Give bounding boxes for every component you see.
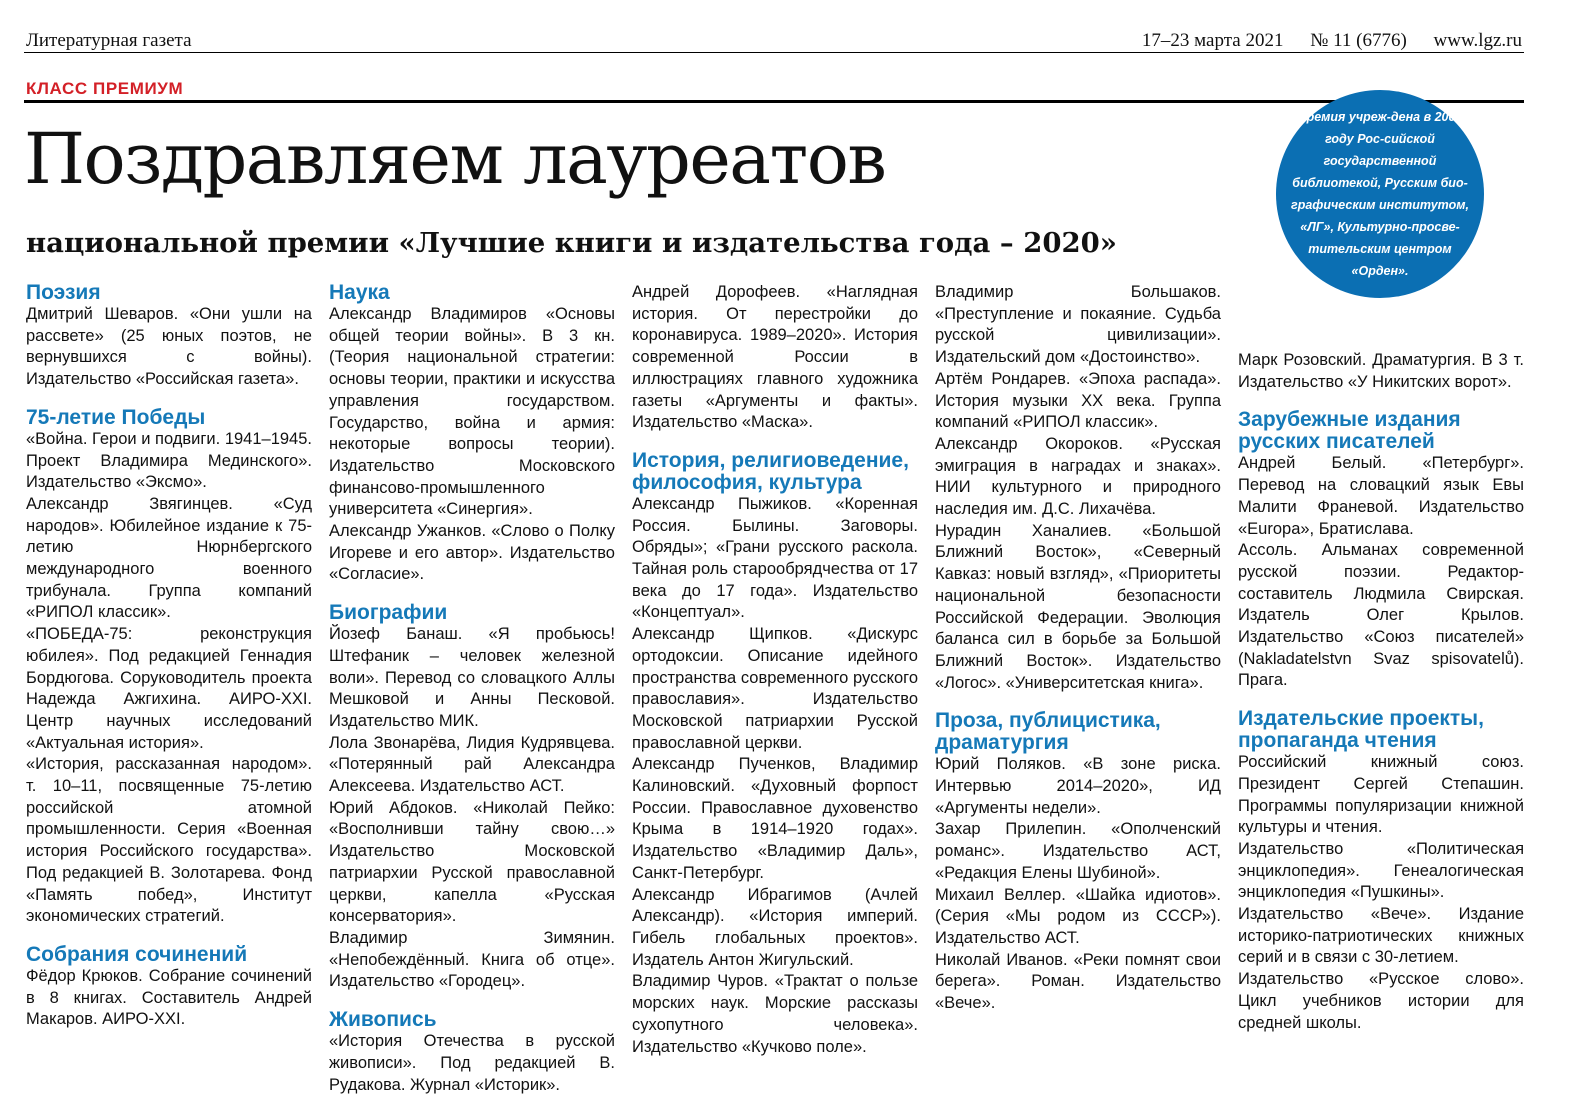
section-heading: История, религиоведение, философия, культура	[632, 448, 909, 494]
laureate-entry: Владимир Чуров. «Трактат о пользе морских наук. Морские рассказы сухопутного человека». Издательство «Кучково поле».	[632, 972, 918, 1056]
column-5	[1238, 350, 1524, 1034]
laureate-entry: Александр Владимиров «Основы общей теории войны». В 3 кн. (Теория национальной стратегии: основы теории, практики и искусства управления государством. Государство, война и армия: некоторые вопросы теории). Издательство Московского финансово-промышленного университета «Синергия».	[329, 305, 615, 519]
laureate-entry: «История, рассказанная народом». т. 10–11, посвященные 75-летию российской атомной промышленности. Серия «Военная история Российского государства». Под редакцией В. Золотарева. Фонд «Память побед», Институт экономических стратегий.	[26, 755, 312, 926]
laureate-entry: Издательство «Вече». Издание историко-патриотических книжных серий и в связи с 30-летием.	[1238, 905, 1524, 967]
site-link[interactable]: www.lgz.ru	[1433, 30, 1522, 51]
section-heading: Биографии	[329, 601, 448, 625]
laureate-entry: Марк Розовский. Драматургия. В 3 т. Издательство «У Никитских ворот».	[1238, 351, 1524, 391]
laureate-entry: Нурадин Ханалиев. «Большой Ближний Восток», «Северный Кавказ: новый взгляд», «Приоритеты национальной безопасности Российской Федерации. Эволюция баланса сил в борьбе за Большой Ближний Восток». Издательство «Логос». «Университетская книга».	[935, 521, 1221, 692]
laureate-entry: Александр Щипков. «Дискурс ортодоксии. Описание идейного пространства современного русского православия». Издательство Московской патриархии Русской православной церкви.	[632, 625, 918, 752]
laureate-entry: Йозеф Банаш. «Я пробьюсь! Штефаник – человек железной воли». Перевод со словацкого Аллы Мешковой и Анны Песковой. Издательство МИК.	[329, 625, 615, 730]
column-4	[935, 282, 1221, 1015]
laureate-entry: Александр Звягинцев. «Суд народов». Юбилейное издание к 75-летию Нюрнбергского международного военного трибунала. Группа компаний «РИПОЛ классик».	[26, 494, 312, 622]
laureate-entry: Артём Рондарев. «Эпоха распада». История музыки XX века. Группа компаний «РИПОЛ классик».	[935, 369, 1221, 432]
laureate-entry: Андрей Дорофеев. «Наглядная история. От перестройки до коронавируса. 1989–2020». История современной России в иллюстрациях главного художника газеты «Аргументы и факты». Издательство «Маска».	[632, 283, 918, 432]
laureate-entry: Юрий Абдоков. «Николай Пейко: «Восполнивши тайну свою…» Издательство Московской патриархии Русской православной церкви, капелла «Русская консерватория».	[329, 798, 615, 926]
section-heading: 75-летие Победы	[26, 405, 206, 429]
column-1	[26, 282, 312, 1031]
laureate-entry: «История Отечества в русской живописи». Под редакцией В. Рудакова. Журнал «Историк».	[329, 1032, 615, 1094]
laureate-entry: «Война. Герои и подвиги. 1941–1945. Проект Владимира Мединского». Издательство «Эксмо».	[26, 429, 312, 492]
column-3	[632, 282, 918, 1058]
section-heading: Собрания сочинений	[26, 942, 248, 966]
laureate-entry: Михаил Веллер. «Шайка идиотов». (Серия «Мы родом из СССР»). Издательство АСТ.	[935, 885, 1221, 947]
laureate-entry: Российский книжный союз. Президент Сергей Степашин. Программы популяризации книжной культуры и чтения.	[1238, 753, 1524, 837]
section-heading: Наука	[329, 281, 390, 304]
laureate-entry: Юрий Поляков. «В зоне риска. Интервью 2014–2020», ИД «Аргументы недели».	[935, 755, 1221, 817]
page-subtitle: национальной премии «Лучшие книги и издательства года – 2020»	[26, 227, 1117, 259]
section-heading: Издательские проекты, пропаганда чтения	[1238, 707, 1484, 753]
section-heading: Живопись	[329, 1008, 437, 1032]
laureate-entry: Захар Прилепин. «Ополченский романс». Издательство АСТ, «Редакция Елены Шубиной».	[935, 820, 1221, 882]
laureate-entry: Александр Пыжиков. «Коренная Россия. Былины. Заговоры. Обряды»; «Грани русского раскола. Тайная роль старообрядчества от 17 века до 17 года». Издательство «Концептуал».	[632, 494, 918, 622]
laureate-entry: Александр Окороков. «Русская эмиграция в наградах и знаках». НИИ культурного и природного наследия им. Д.С. Лихачёва.	[935, 434, 1221, 519]
laureate-entry: Дмитрий Шеваров. «Они ушли на рассвете» (25 юных поэтов, не вернувшихся с войны). Издательство «Российская газета».	[26, 305, 312, 389]
laureate-entry: Владимир Зимянин. «Непобеждённый. Книга об отце». Издательство «Городец».	[329, 928, 615, 991]
section-heading: Зарубежные издания русских писателей	[1238, 408, 1461, 454]
issue-dates: 17–23 марта 2021	[1141, 30, 1284, 51]
newspaper-name: Литературная газета	[26, 30, 192, 51]
laureate-entry: Александр Ибрагимов (Ачлей Александр). «История империй. Гибель глобальных проектов». Издатель Антон Жигульский.	[632, 885, 918, 969]
section-heading: Поэзия	[26, 281, 101, 304]
info-badge	[1276, 90, 1484, 298]
laureate-entry: «ПОБЕДА-75: реконструкция юбилея». Под редакцией Геннадия Бордюгова. Соруководитель проекта Надежда Ажгихина. АИРО-XXI. Центр научных исследований «Актуальная история».	[26, 625, 312, 752]
top-rule	[24, 52, 1524, 53]
rubric-rule	[24, 100, 1524, 103]
laureate-entry: Лола Звонарёва, Лидия Кудрявцева. «Потерянный рай Александра Алексеева. Издательство АСТ.	[329, 733, 615, 796]
issue-number: № 11 (6776)	[1310, 30, 1407, 51]
laureate-entry: Владимир Большаков. «Преступление и покаяние. Судьба русской цивилизации». Издательский дом «Достоинство».	[935, 283, 1221, 367]
laureate-entry: Ассоль. Альманах современной русской поэзии. Редактор-составитель Людмила Свирская. Издатель Олег Крылов. Издательство «Союз писателей» (Nakladatelstvn Svaz spisovatelů). Прага.	[1238, 541, 1524, 690]
badge-text: Премия учреж-дена в 2000 году Рос-сийской государственной библиотекой, Русским био-графическим институтом, «ЛГ», Культурно-просве-тительским центром «Орден».	[1291, 110, 1469, 278]
laureate-entry: Александр Ужанков. «Слово о Полку Игореве и его автор». Издательство «Согласие».	[329, 522, 615, 584]
laureate-entry: Александр Пученков, Владимир Калиновский. «Духовный форпост России. Православное духовенство Крыма в 1914–1920 годах». Издательство «Владимир Даль», Санкт-Петербург.	[632, 755, 918, 882]
laureate-entry: Издательство «Русское слово». Цикл учебников истории для средней школы.	[1238, 970, 1524, 1032]
laureate-entry: Фёдор Крюков. Собрание сочинений в 8 книгах. Составитель Андрей Макаров. АИРО-XXI.	[26, 966, 312, 1029]
laureate-entry: Андрей Белый. «Петербург». Перевод на словацкий язык Евы Малити Франевой. Издательство «Europa», Братислава.	[1238, 454, 1524, 538]
laureate-entry: Издательство «Политическая энциклопедия». Генеалогическая энциклопедия «Пушкины».	[1238, 839, 1524, 902]
issue-info	[1120, 30, 1522, 52]
laureate-entry: Николай Иванов. «Реки помнят свои берега». Роман. Издательство «Вече».	[935, 950, 1221, 1013]
rubric-label: КЛАСС ПРЕМИУМ	[26, 79, 184, 98]
page-title: Поздравляем лауреатов	[24, 118, 886, 200]
section-heading: Проза, публицистика, драматургия	[935, 709, 1161, 755]
column-2	[329, 282, 615, 1096]
